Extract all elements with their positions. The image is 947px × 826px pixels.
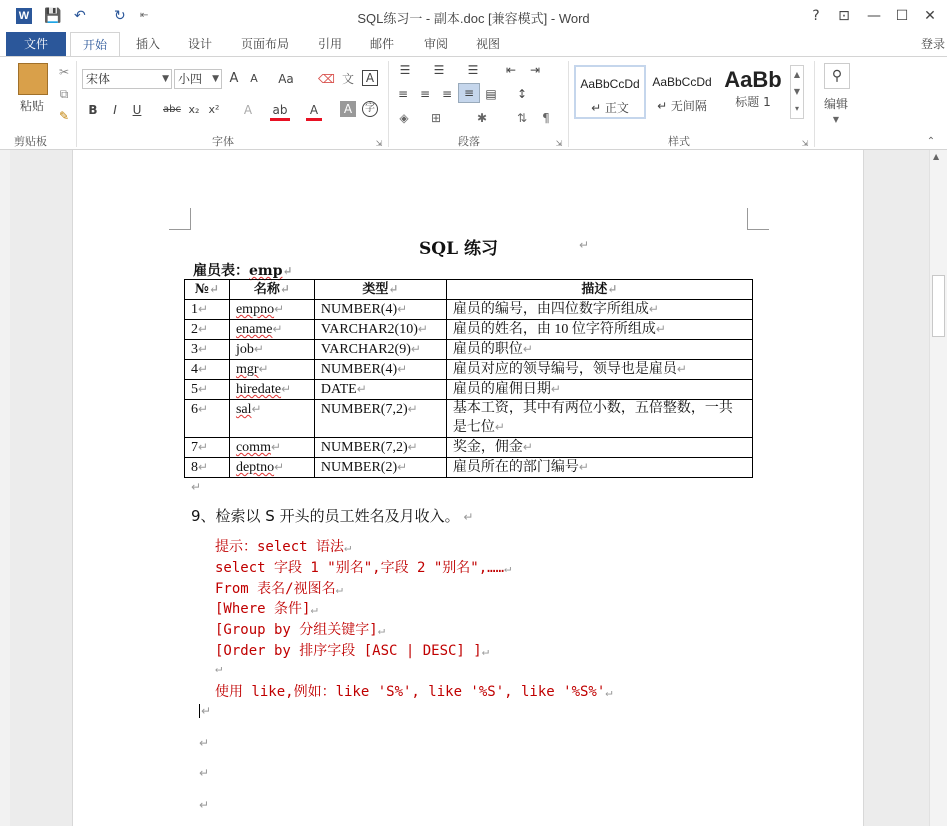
scroll-up-icon[interactable]: ▲ (933, 152, 940, 161)
paragraph-mark: ↵ (388, 282, 399, 296)
paragraph-mark: ↵ (199, 736, 210, 750)
cell-type-text: VARCHAR2(10) (320, 322, 418, 337)
paragraph-mark: ↵ (410, 342, 421, 356)
change-case-button[interactable]: Aa (278, 72, 294, 86)
cell-name (229, 300, 314, 320)
tab-home[interactable]: 开始 (70, 32, 120, 56)
save-icon[interactable]: 💾 (44, 8, 62, 24)
tab-review[interactable]: 审阅 (423, 37, 448, 51)
hint-line (215, 598, 318, 618)
paragraph-mark: ↵ (198, 322, 209, 336)
chevron-down-icon: ▼ (162, 74, 169, 84)
asian-layout-icon[interactable]: ✱ (476, 111, 488, 125)
bold-button[interactable]: B (88, 103, 98, 117)
paragraph-mark: ↵ (198, 460, 209, 474)
col-header-type (314, 280, 446, 300)
cell-no-text: 3 (191, 342, 198, 357)
paragraph-mark: ↵ (198, 440, 209, 454)
style-label: 标题 1 (735, 95, 771, 109)
cell-no-text: 6 (191, 402, 198, 417)
table-row (185, 458, 753, 478)
table-row (185, 438, 753, 458)
paragraph-mark: ↵ (676, 362, 687, 376)
align-left-icon[interactable]: ≡ (397, 87, 409, 101)
cell-type (314, 360, 446, 380)
cell-desc-text: 雇员对应的领导编号，领导也是雇员 (452, 362, 677, 377)
paragraph-mark: ↵ (209, 282, 220, 296)
clipboard-group-label: 剪贴板 (14, 135, 47, 148)
cell-desc (446, 380, 752, 400)
word-app-icon[interactable]: W (16, 8, 32, 24)
col-header-desc (446, 280, 752, 300)
vertical-scrollbar[interactable] (929, 150, 947, 826)
font-size-value: 小四 (178, 72, 203, 86)
ribbon-display-button[interactable]: ⊡ (838, 8, 850, 24)
customize-qat-icon[interactable]: ⇤ (140, 10, 149, 21)
font-dialog-launcher-icon[interactable]: ⇲ (375, 139, 383, 148)
paragraph-mark: ↵ (579, 238, 590, 252)
close-button[interactable]: ✕ (924, 8, 936, 24)
font-name-combo[interactable] (82, 69, 172, 89)
paragraph-mark: ↵ (522, 440, 533, 454)
paragraph-mark: ↵ (191, 480, 202, 494)
paragraph-mark: ↵ (550, 382, 561, 396)
highlight-color-icon[interactable]: ab (270, 101, 290, 121)
paragraph-mark: ↵ (407, 402, 418, 416)
paragraph-mark: ↵ (274, 460, 285, 474)
tab-file[interactable]: 文件 (6, 32, 66, 56)
paragraph-mark: ↵ (377, 623, 385, 637)
sign-in-link[interactable]: 登录 (920, 37, 945, 51)
paragraph-mark: ↵ (607, 282, 618, 296)
paragraph-mark: ↵ (251, 402, 262, 416)
cell-name-text: job (235, 342, 254, 357)
text-cursor: ↵ (201, 704, 212, 718)
cell-desc (446, 458, 752, 478)
enclose-characters-icon[interactable]: 字 (362, 101, 378, 117)
chevron-down-icon: ▼ (212, 74, 219, 84)
cell-no-text: 2 (191, 322, 198, 337)
justify-icon[interactable]: ≡ (458, 83, 480, 103)
tab-design[interactable]: 设计 (187, 37, 212, 51)
paragraph-mark: ↵ (344, 540, 352, 554)
strikethrough-button[interactable]: abc (163, 104, 181, 115)
line-spacing-icon[interactable]: ↕ (516, 87, 528, 101)
style-label: ↵ 无间隔 (657, 99, 707, 113)
font-group-label: 字体 (212, 135, 234, 148)
cell-name (229, 380, 314, 400)
style-preview: AaBb (724, 67, 782, 92)
tab-view[interactable]: 视图 (475, 37, 500, 51)
paragraph-mark: ↵ (522, 342, 533, 356)
align-center-icon[interactable]: ≡ (419, 87, 431, 101)
cell-name-text: sal (235, 402, 252, 417)
title-bar (0, 0, 947, 32)
cell-no-text: 1 (191, 302, 198, 317)
cell-no (185, 438, 230, 458)
text-effects-icon[interactable]: A (243, 103, 253, 117)
cell-type (314, 380, 446, 400)
font-color-icon[interactable]: A (306, 101, 322, 121)
paragraph-mark: ↵ (335, 582, 343, 596)
hint-text: 使用 like,例如：like 'S%', like '%S', like '%S%' (215, 684, 606, 700)
table-caption (193, 260, 293, 280)
emp-table (184, 279, 753, 478)
col-header-type-label: 类型 (362, 282, 389, 297)
paragraph-mark: ↵ (504, 561, 512, 575)
cell-type-text: NUMBER(2) (320, 460, 398, 475)
hint-line (215, 619, 385, 639)
cell-type (314, 438, 446, 458)
shrink-font-button[interactable]: A (250, 72, 258, 85)
cell-desc-text: 雇员的雇佣日期 (452, 382, 551, 397)
paragraph-mark: ↵ (198, 402, 209, 416)
paragraph-mark: ↵ (282, 264, 293, 278)
hint-text: [Order by 排序字段 [ASC | DESC] ] (215, 643, 482, 659)
paragraph-group-label: 段落 (458, 135, 480, 148)
ribbon-tab-bar (0, 32, 947, 56)
hint-line (215, 536, 351, 556)
cell-name-text: ename (235, 322, 273, 337)
character-border-icon[interactable]: A (362, 70, 378, 86)
table-row (185, 320, 753, 340)
hint-line (215, 660, 222, 676)
find-binoculars-icon[interactable]: ⚲ (824, 63, 850, 89)
tab-insert[interactable]: 插入 (135, 37, 160, 51)
subscript-button[interactable]: x₂ (188, 103, 200, 116)
cell-desc-text: 雇员的职位 (452, 342, 523, 357)
cell-desc-text: 奖金，佣金 (452, 440, 523, 455)
question-text: 9、检索以 S 开头的员工姓名及月收入。 (191, 507, 460, 525)
col-header-name (229, 280, 314, 300)
table-label: 雇员表： (193, 263, 249, 279)
show-marks-icon[interactable]: ¶ (542, 111, 550, 125)
paragraph-mark: ↵ (274, 302, 285, 316)
style-label: ↵ 正文 (591, 101, 629, 115)
cell-desc (446, 438, 752, 458)
group-divider (814, 61, 815, 147)
paragraph-mark: ↵ (198, 362, 209, 376)
cell-name (229, 340, 314, 360)
paragraph-mark: ↵ (648, 302, 659, 316)
cell-no (185, 320, 230, 340)
col-header-desc-label: 描述 (581, 282, 608, 297)
table-name: emp (249, 263, 283, 279)
scrollbar-thumb[interactable] (932, 275, 945, 337)
decrease-indent-icon[interactable]: ⇤ (505, 63, 517, 77)
increase-indent-icon[interactable]: ⇥ (529, 63, 541, 77)
hint-line (215, 557, 511, 577)
clear-formatting-icon[interactable]: ⌫ (318, 72, 335, 86)
cell-type-text: NUMBER(7,2) (320, 402, 408, 417)
style-normal[interactable] (574, 65, 646, 119)
cell-no-text: 5 (191, 382, 198, 397)
paragraph-dialog-launcher-icon[interactable]: ⇲ (555, 139, 563, 148)
table-header-row (185, 280, 753, 300)
cell-name (229, 458, 314, 478)
style-preview: AaBbCcDd (580, 77, 640, 91)
paragraph-mark: ↵ (279, 282, 290, 296)
document-page[interactable] (72, 150, 864, 826)
cell-name-text: deptno (235, 460, 275, 475)
cell-name-text: hiredate (235, 382, 282, 397)
editing-button[interactable]: 编辑 (823, 97, 848, 111)
table-row (185, 300, 753, 320)
align-right-icon[interactable]: ≡ (441, 87, 453, 101)
copy-icon[interactable]: ⧉ (59, 87, 69, 101)
redo-icon[interactable]: ↻ (114, 8, 126, 24)
paragraph-mark: ↵ (459, 510, 474, 524)
paragraph-mark: ↵ (655, 322, 666, 336)
paragraph-mark: ↵ (397, 362, 408, 376)
cell-desc (446, 400, 752, 438)
cell-type (314, 458, 446, 478)
group-divider (388, 61, 389, 147)
paragraph-mark: ↵ (605, 685, 613, 699)
hint-text: [Where 条件] (215, 601, 311, 617)
cell-desc-text: 基本工资，其中有两位小数，五倍整数，一共是七位 (452, 401, 733, 435)
minimize-button[interactable]: — (867, 8, 881, 24)
crop-mark (169, 208, 191, 230)
paragraph-mark: ↵ (198, 382, 209, 396)
table-row (185, 380, 753, 400)
cell-type (314, 320, 446, 340)
format-painter-icon[interactable]: ✎ (58, 109, 70, 123)
paragraph-mark: ↵ (199, 766, 210, 780)
cell-name-text: mgr (235, 362, 259, 377)
paragraph-mark: ↵ (417, 322, 428, 336)
font-name-value: 宋体 (86, 72, 111, 86)
cell-desc-text: 雇员所在的部门编号 (452, 460, 579, 475)
group-divider (568, 61, 569, 147)
cell-type-text: NUMBER(4) (320, 302, 398, 317)
cell-type-text: VARCHAR2(9) (320, 342, 411, 357)
group-divider (76, 61, 77, 147)
paragraph-mark: ↵ (397, 460, 408, 474)
paragraph-mark: ↵ (310, 602, 318, 616)
bullets-icon[interactable]: ☰ (399, 63, 411, 77)
grow-font-button[interactable]: A (229, 71, 239, 86)
styles-dialog-launcher-icon[interactable]: ⇲ (801, 139, 809, 148)
character-shading-icon[interactable]: A (340, 101, 356, 117)
cell-name (229, 320, 314, 340)
cell-no (185, 400, 230, 438)
cell-no (185, 458, 230, 478)
hint-line (215, 640, 489, 660)
paragraph-mark: ↵ (578, 460, 589, 474)
col-header-no-label: № (194, 282, 210, 297)
ribbon (0, 56, 947, 150)
hint-text: From 表名/视图名 (215, 581, 336, 597)
cell-type-text: NUMBER(7,2) (320, 440, 408, 455)
cell-no (185, 380, 230, 400)
paragraph-mark: ↵ (407, 440, 418, 454)
styles-scroll-icon[interactable]: ▲ ▼ ▾ (790, 65, 804, 119)
paragraph-mark: ↵ (198, 342, 209, 356)
numbering-icon[interactable]: ☰ (433, 63, 445, 77)
cell-no-text: 4 (191, 362, 198, 377)
hint-line (215, 578, 343, 598)
cell-type-text: NUMBER(4) (320, 362, 398, 377)
cell-type (314, 400, 446, 438)
paragraph-mark: ↵ (481, 644, 489, 658)
cell-name (229, 438, 314, 458)
cell-name (229, 400, 314, 438)
tab-references[interactable]: 引用 (317, 37, 342, 51)
chevron-down-icon: ▼ (832, 115, 840, 124)
cell-desc (446, 320, 752, 340)
superscript-button[interactable]: x² (208, 103, 220, 116)
shading-icon[interactable]: ◈ (399, 111, 409, 125)
cell-no-text: 8 (191, 460, 198, 475)
cell-desc-text: 雇员的姓名，由 10 位字符所组成 (452, 322, 656, 337)
cell-desc (446, 300, 752, 320)
paragraph-mark: ↵ (397, 302, 408, 316)
cell-name (229, 360, 314, 380)
cell-desc-text: 雇员的编号，由四位数字所组成 (452, 302, 649, 317)
help-button[interactable]: ? (812, 8, 820, 24)
collapse-ribbon-icon[interactable]: ⌃ (926, 136, 936, 147)
table-row (185, 360, 753, 380)
sort-icon[interactable]: ⇅ (516, 111, 528, 125)
clipboard-paste-icon[interactable] (18, 63, 48, 95)
multilevel-list-icon[interactable]: ☰ (467, 63, 479, 77)
cell-type-text: DATE (320, 382, 357, 397)
cut-icon[interactable]: ✂ (58, 65, 70, 79)
undo-icon[interactable]: ↶ (74, 8, 86, 24)
paragraph-mark: ↵ (356, 382, 367, 396)
col-header-no (185, 280, 230, 300)
paragraph-mark: ↵ (281, 382, 292, 396)
style-no-spacing[interactable] (646, 65, 718, 119)
hint-text: 提示：select 语法 (215, 539, 345, 555)
paragraph-mark: ↵ (494, 420, 505, 434)
paragraph-mark: ↵ (215, 661, 223, 675)
cell-name-text: comm (235, 440, 271, 455)
cell-no-text: 7 (191, 440, 198, 455)
cell-desc (446, 360, 752, 380)
phonetic-guide-icon[interactable]: 文 (341, 72, 354, 86)
hint-text: select 字段 1 "别名",字段 2 "别名",…… (215, 560, 505, 576)
window-title: SQL练习一 - 副本.doc [兼容模式] - Word (357, 11, 590, 26)
cell-no (185, 340, 230, 360)
cell-no (185, 360, 230, 380)
italic-button[interactable]: I (113, 103, 117, 117)
paragraph-mark: ↵ (270, 440, 282, 454)
paragraph-mark: ↵ (199, 798, 210, 812)
underline-button[interactable]: U (132, 103, 142, 117)
paragraph-mark: ↵ (272, 322, 283, 336)
cell-name-text: empno (235, 302, 275, 317)
style-heading-1[interactable] (718, 65, 788, 119)
paragraph-mark: ↵ (258, 362, 269, 376)
cell-type (314, 340, 446, 360)
left-margin-area (0, 150, 10, 826)
styles-group-label: 样式 (668, 135, 690, 148)
maximize-button[interactable]: ☐ (895, 8, 909, 24)
table-row (185, 340, 753, 360)
cell-type (314, 300, 446, 320)
paste-button[interactable]: 粘贴 (19, 99, 44, 113)
crop-mark (747, 208, 769, 230)
document-title: SQL 练习 (419, 239, 498, 259)
paragraph-mark: ↵ (198, 302, 209, 316)
tab-page-layout[interactable]: 页面布局 (240, 37, 289, 51)
borders-icon[interactable]: ⊞ (430, 111, 442, 125)
font-size-combo[interactable] (174, 69, 222, 89)
table-row (185, 400, 753, 438)
cell-desc (446, 340, 752, 360)
hint-text: [Group by 分组关键字] (215, 622, 378, 638)
question-9 (191, 505, 473, 526)
distributed-icon[interactable]: ▤ (485, 87, 497, 101)
hint-line (215, 681, 613, 701)
cell-no (185, 300, 230, 320)
paragraph-mark: ↵ (253, 342, 264, 356)
col-header-name-label: 名称 (253, 282, 280, 297)
style-preview: AaBbCcDd (652, 75, 712, 89)
tab-mailings[interactable]: 邮件 (369, 37, 394, 51)
